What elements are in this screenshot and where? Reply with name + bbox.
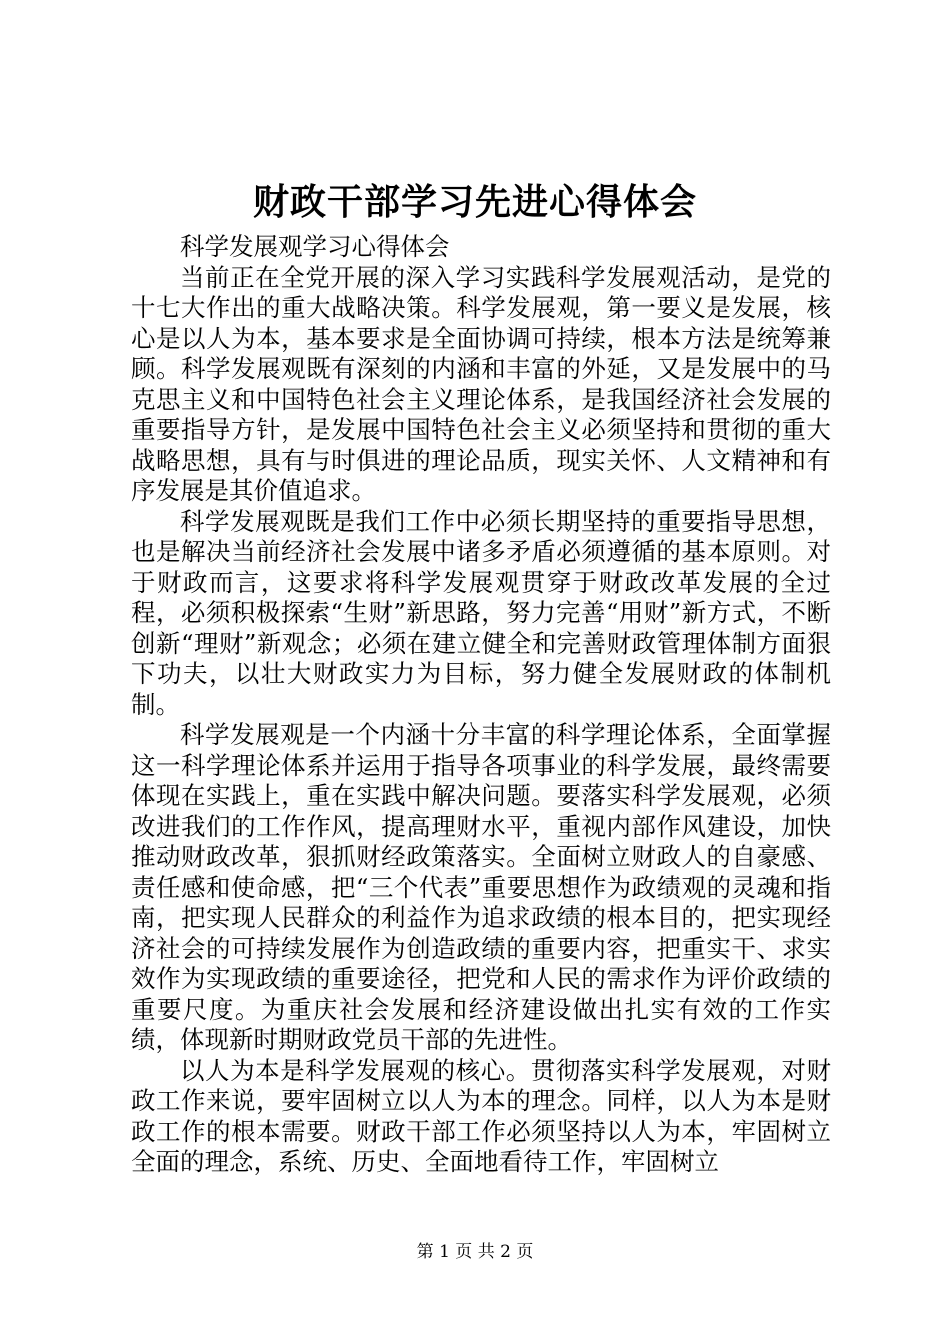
document-subtitle: 科学发展观学习心得体会 [180, 232, 450, 261]
page-footer: 第 1 页 共 2 页 [416, 1242, 534, 1262]
document-title: 财政干部学习先进心得体会 [252, 181, 697, 223]
paragraph-4: 以人为本是科学发展观的核心。贯彻落实科学发展观，对财政工作来说，要牢固树立以人为本的理念。同样，以人为本是财政工作的根本需要。财政干部工作必须坚持以人为本，牢固树立全面的理念，系统、历史、全面地看待工作，牢固树立 [131, 1055, 831, 1176]
document-body [131, 232, 831, 1178]
paragraph-3: 科学发展观是一个内涵十分丰富的科学理论体系，全面掌握这一科学理论体系并运用于指导各项事业的科学发展，最终需要体现在实践上，重在实践中解决问题。要落实科学发展观，必须改进我们的工作作风，提高理财水平，重视内部作风建设，加快推动财政改革，狠抓财经政策落实。全面树立财政人的自豪感、责任感和使命感，把“三个代表”重要思想作为政绩观的灵魂和指南，把实现人民群众的利益作为追求政绩的根本目的，把实现经济社会的可持续发展作为创造政绩的重要内容，把重实干、求实效作为实现政绩的重要途径，把党和人民的需求作为评价政绩的重要尺度。为重庆社会发展和经济建设做出扎实有效的工作实绩，体现新时期财政党员干部的先进性。 [131, 720, 831, 1054]
paragraph-1: 当前正在全党开展的深入学习实践科学发展观活动，是党的十七大作出的重大战略决策。科学发展观，第一要义是发展，核心是以人为本，基本要求是全面协调可持续，根本方法是统筹兼顾。科学发展观既有深刻的内涵和丰富的外延，又是发展中的马克思主义和中国特色社会主义理论体系，是我国经济社会发展的重要指导方针，是发展中国特色社会主义必须坚持和贯彻的重大战略思想，具有与时俱进的理论品质，现实关怀、人文精神和有序发展是其价值追求。 [131, 262, 831, 505]
paragraph-2: 科学发展观既是我们工作中必须长期坚持的重要指导思想，也是解决当前经济社会发展中诸多矛盾必须遵循的基本原则。对于财政而言，这要求将科学发展观贯穿于财政改革发展的全过程，必须积极探索“生财”新思路，努力完善“用财”新方式，不断创新“理财”新观念；必须在建立健全和完善财政管理体制方面狠下功夫，以壮大财政实力为目标，努力健全发展财政的体制机制。 [131, 506, 831, 719]
